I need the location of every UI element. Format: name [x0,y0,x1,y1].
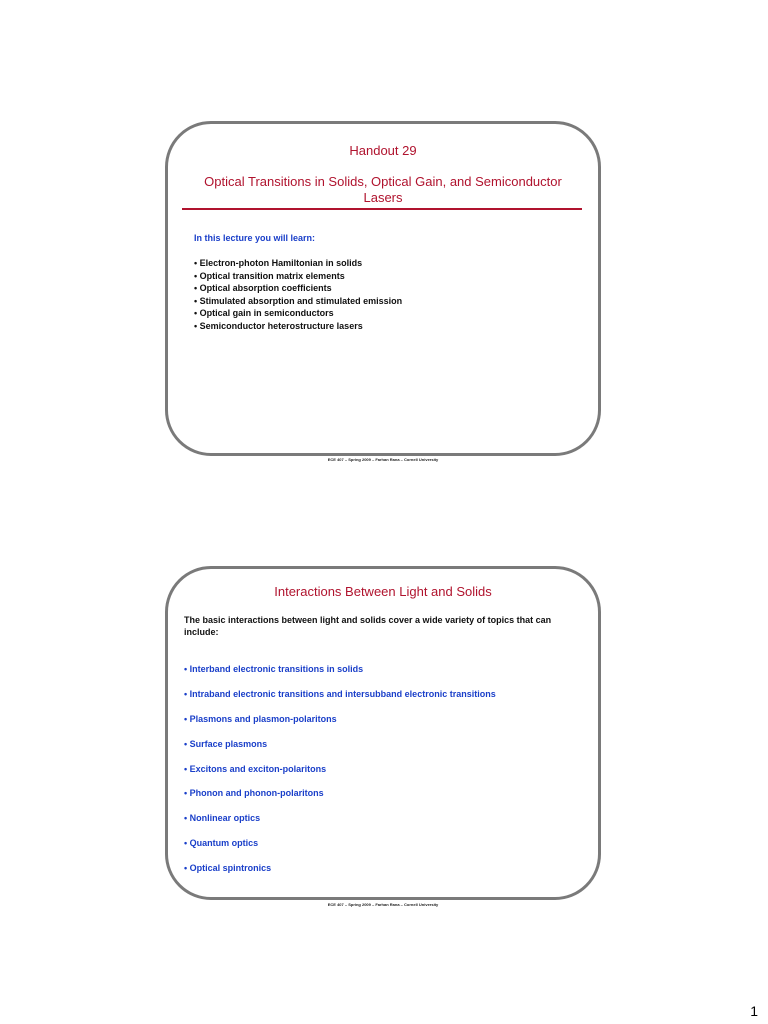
list-item: • Optical gain in semiconductors [194,308,334,318]
list-item: • Optical transition matrix elements [194,270,345,281]
interaction-topics-list [184,664,496,888]
list-item: • Phonon and phonon-polaritons [184,788,324,799]
list-item: • Excitons and exciton-polaritons [184,763,327,774]
list-item: • Interband electronic transitions in solids [184,664,364,674]
slide-2 [165,566,601,900]
list-item: • Intraband electronic transitions and intersubband electronic transitions [184,688,496,699]
slide-1-footer: ECE 407 – Spring 2009 – Farhan Rana – Cornell University [327,457,439,462]
slide-2-footer: ECE 407 – Spring 2009 – Farhan Rana – Cornell University [327,902,439,907]
page-number: 1 [750,1003,758,1019]
list-item: • Electron-photon Hamiltonian in solids [194,258,363,268]
list-item: • Optical spintronics [184,863,272,874]
slide-2-paragraph: The basic interactions between light and solids cover a wide variety of topics that can include: [184,615,552,637]
title-divider [182,208,582,210]
list-item: • Semiconductor heterostructure lasers [194,320,363,331]
list-item: • Optical absorption coefficients [194,283,332,293]
list-item: • Quantum optics [184,838,259,849]
handout-number: Handout 29 [349,143,417,158]
list-item: • Stimulated absorption and stimulated emission [194,295,403,306]
slide-1 [165,121,601,456]
list-item: • Surface plasmons [184,738,268,749]
lecture-intro: In this lecture you will learn: [194,233,316,243]
list-item: • Plasmons and plasmon-polaritons [184,713,337,724]
lecture-topics-list [194,257,402,332]
slide-1-title: Optical Transitions in Solids, Optical Gain, and Semiconductor Lasers [204,174,562,205]
list-item: • Nonlinear optics [184,813,261,824]
slide-2-title: Interactions Between Light and Solids [274,584,492,599]
